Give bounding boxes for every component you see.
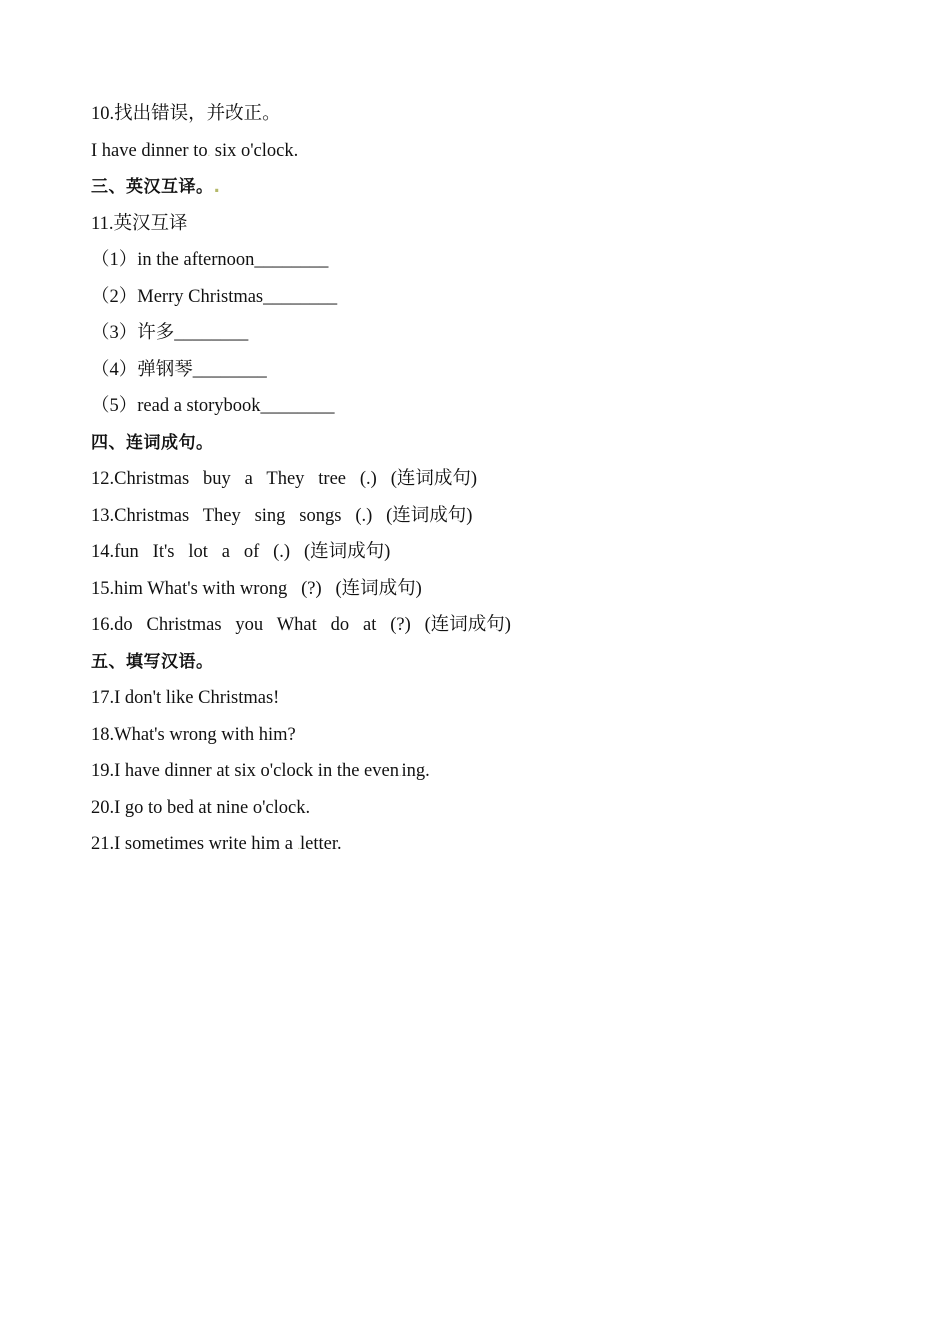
question-13: 13.Christmas They sing songs (.) (连词成句) xyxy=(91,505,473,526)
question-14: 14.fun It's lot a of (.) (连词成句) xyxy=(91,542,391,562)
question-15: 15.him What's with wrong (?) (连词成句) xyxy=(91,578,422,599)
question-11-item-2: （2）Merry Christmas________ xyxy=(91,286,338,307)
question-19 xyxy=(91,753,871,790)
question-10-sentence-end: six o'clock. xyxy=(210,140,299,161)
stray-mark: . xyxy=(297,841,301,852)
section-4-heading: 四、连词成句。 xyxy=(91,432,214,453)
question-11-item-1: （1）in the afternoon________ xyxy=(91,250,329,270)
question-11-item-5: （5）read a storybook________ xyxy=(91,396,335,416)
question-18: 18.What's wrong with him? xyxy=(91,724,296,745)
section-3-title: 三、英汉互译。 xyxy=(91,177,214,197)
question-16: 16.do Christmas you What do at (?) (连词成句) xyxy=(91,615,511,635)
question-21-end: letter. xyxy=(300,834,342,854)
question-17: 17.I don't like Christmas! xyxy=(91,688,280,708)
worksheet-content xyxy=(91,96,871,863)
question-11-title: 11.英汉互译 xyxy=(91,213,188,234)
question-20: 20.I go to bed at nine o'clock. xyxy=(91,797,311,818)
question-12: 12.Christmas buy a They tree (.) (连词成句) xyxy=(91,469,478,489)
question-10-title: 10.找出错误，并改正。 xyxy=(91,104,281,124)
stray-mark: . xyxy=(398,768,402,779)
section-5-heading: 五、填写汉语。 xyxy=(91,651,214,672)
question-10-sentence-start: I have dinner to xyxy=(91,140,208,161)
question-10-sentence xyxy=(91,133,871,170)
question-11-item-4: （4）弹钢琴________ xyxy=(91,359,267,380)
question-19-end: ing. xyxy=(401,761,430,781)
question-19-start: 19.I have dinner at six o'clock in the even xyxy=(91,761,399,781)
question-21-start: 21.I sometimes write him a xyxy=(91,834,298,854)
question-11-item-3: （3）许多________ xyxy=(91,323,249,343)
section-3-heading xyxy=(91,169,871,206)
stray-mark: . xyxy=(213,177,221,197)
question-21 xyxy=(91,826,871,863)
stray-mark: . xyxy=(207,147,211,159)
